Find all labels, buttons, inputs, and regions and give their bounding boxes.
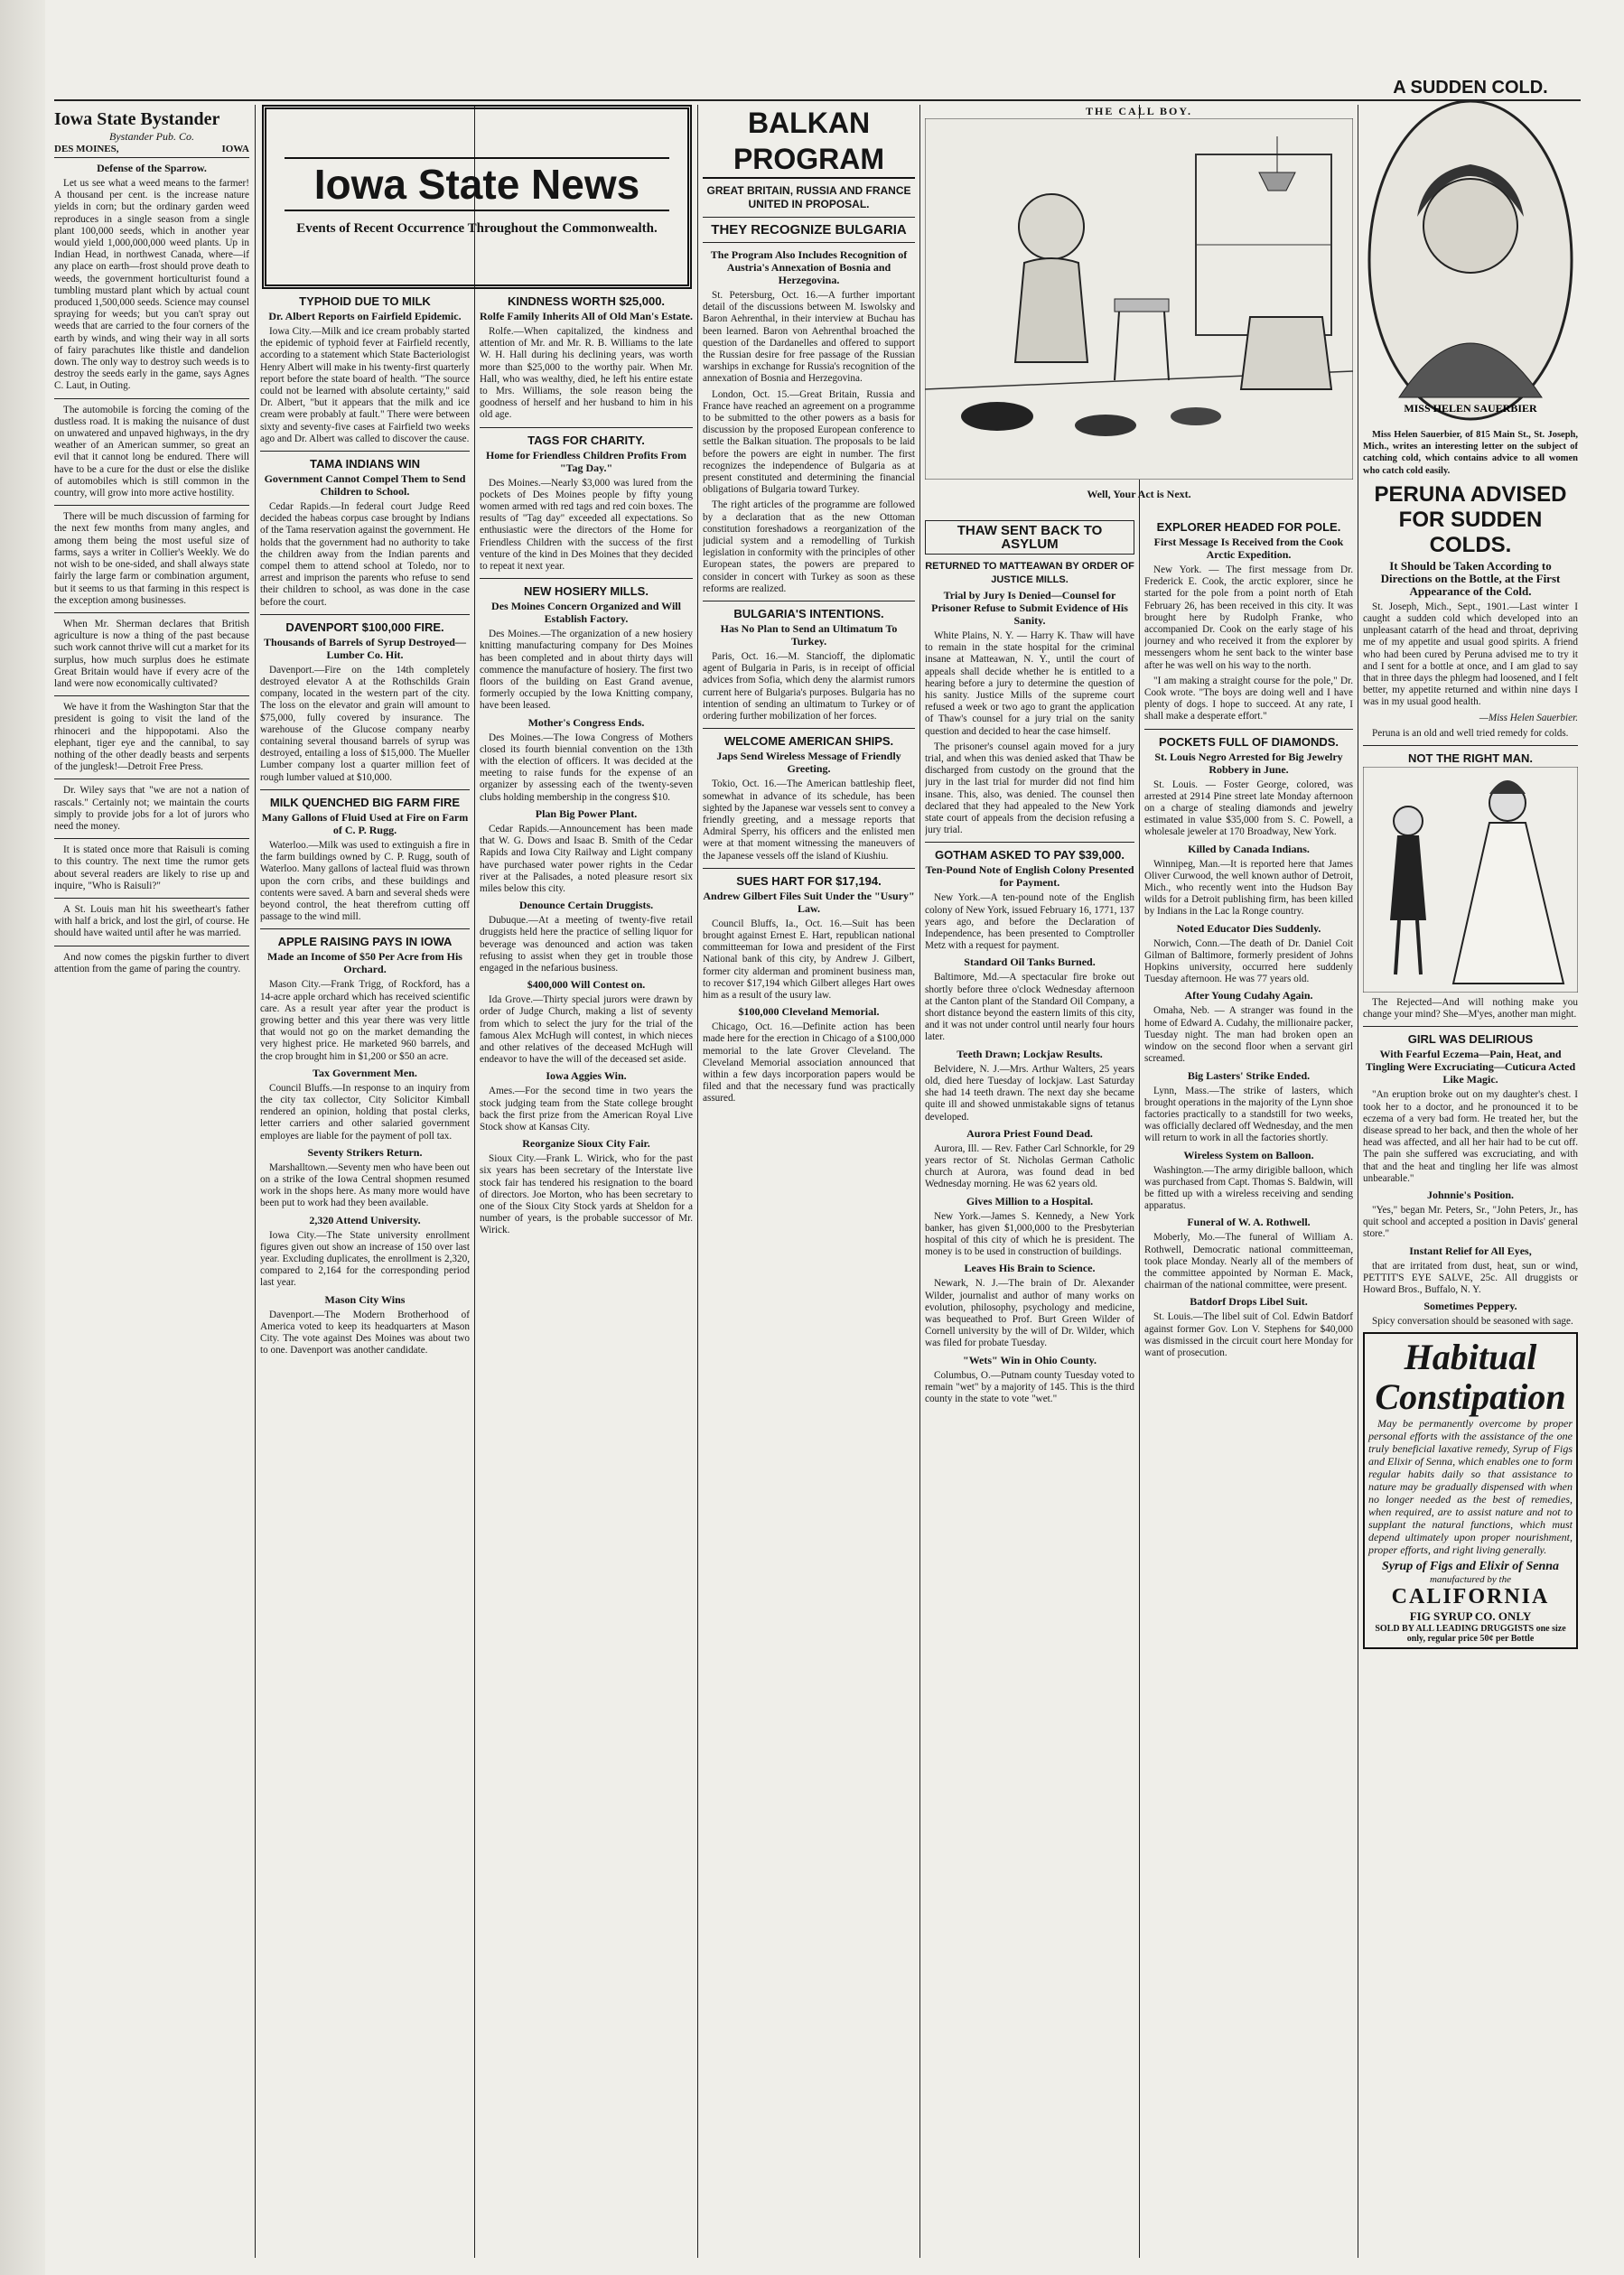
subhead: Many Gallons of Fluid Used at Fire on Farm of C. P. Rugg. bbox=[261, 810, 469, 836]
divider bbox=[1363, 1026, 1578, 1027]
divider bbox=[703, 868, 915, 869]
paragraph: that are irritated from dust, heat, sun or wind, PETTIT'S EYE SALVE, 25c. All druggists or Howard Bros., Buffalo, N. Y. bbox=[1363, 1260, 1578, 1296]
column-1 bbox=[54, 105, 249, 2258]
divider bbox=[54, 838, 249, 839]
subhead: GREAT BRITAIN, RUSSIA AND FRANCE UNITED IN PROPOSAL. bbox=[706, 184, 911, 210]
headline: SUES HART FOR $17,194. bbox=[736, 873, 882, 888]
subhead: Instant Relief for All Eyes, bbox=[1409, 1244, 1532, 1257]
iowa-news-banner bbox=[262, 105, 692, 285]
cartoon-title: NOT THE RIGHT MAN. bbox=[1408, 751, 1533, 766]
subhead: Teeth Drawn; Lockjaw Results. bbox=[957, 1047, 1103, 1060]
paragraph: Des Moines.—Nearly $3,000 was lured from the pockets of Des Moines people by fifty young women armed with red tags and red coin boxes. The results of "Tag day" exceeded all expectations. So enthusiastic were the directors of the Home for Friendless Children with the success of the first venture of the kind in Des Moines that they decided to repeat it next year. bbox=[480, 477, 693, 573]
divider bbox=[703, 242, 915, 243]
paragraph: Dubuque.—At a meeting of twenty-five retail druggists held here the practice of selling liquor for beverage was denounced and action was taken refusing to assist when they get in trouble those engaged in the nefarious business. bbox=[480, 915, 693, 974]
paragraph: New York. — The first message from Dr. Frederick E. Cook, the arctic explorer, since he started for the pole from a point north of Etah February 26, has been received in this city. It was brought here by Rudolph Franke, who accompanied Dr. Cook on the early stage of his journey and who received it from the explorer by messengers whom he sent back to the winter base after he was well on his way to the north. bbox=[1144, 564, 1353, 671]
subhead: $400,000 Will Contest on. bbox=[527, 978, 646, 992]
headline: NEW HOSIERY MILLS. bbox=[524, 584, 649, 599]
divider bbox=[54, 398, 249, 399]
divider bbox=[260, 451, 470, 452]
state: IOWA bbox=[221, 144, 249, 154]
cartoon-caption: Well, Your Act is Next. bbox=[1087, 488, 1191, 500]
subhead: Home for Friendless Children Profits From "Tag Day." bbox=[485, 448, 687, 474]
subhead: Des Moines Concern Organized and Will Establish Factory. bbox=[491, 600, 681, 626]
subhead: "Wets" Win in Ohio County. bbox=[963, 1353, 1097, 1366]
subhead: Johnnie's Position. bbox=[1426, 1189, 1515, 1202]
subhead: Thousands of Barrels of Syrup Destroyed—Lumber Co. Hit. bbox=[264, 635, 466, 661]
subhead: The Program Also Includes Recognition of Austria's Annexation of Bosnia and Herzegovina. bbox=[710, 248, 908, 286]
headline: TYPHOID DUE TO MILK bbox=[299, 294, 431, 308]
paragraph: Columbus, O.—Putnam county Tuesday voted to remain "wet" by a majority of 145. This is the third county in the state to vote "wet." bbox=[925, 1369, 1134, 1404]
divider bbox=[480, 578, 693, 579]
paragraph: Council Bluffs.—In response to an inquiry from the city tax collector, City Solicitor Kimball rendered an opinion, holding that postal clerks, letter carriers and other salaried government employes are liable for the payment of poll tax. bbox=[260, 1082, 470, 1142]
banner-subtitle: Events of Recent Occurrence Throughout the Commonwealth. bbox=[296, 221, 658, 236]
paragraph: We have it from the Washington Star that the president is going to visit the land of the rhinoceri and the hippopotami. Also the elephant, tiger eye and the cannibal, to say nothing of the other deadly beasts and serpents of the junglesk!—Detroit Free Press. bbox=[54, 702, 249, 773]
paragraph: Aurora, Ill. — Rev. Father Carl Schnorkle, for 29 years rector of St. Nicholas German Catholic church at Aurora, was found dead in bed Wednesday morning. He was 62 years old. bbox=[925, 1142, 1134, 1190]
portrait-illustration bbox=[1363, 99, 1578, 424]
subhead: Rolfe Family Inherits All of Old Man's Estate. bbox=[480, 310, 693, 322]
paragraph: Des Moines.—The Iowa Congress of Mothers closed its fourth biennial convention on the 13th with the election of officers. It was decided at the meeting to raise funds for the expense of an organizer by assessing each of the twenty-seven clubs holding membership in the congress $10. bbox=[480, 732, 693, 803]
headline: TAGS FOR CHARITY. bbox=[527, 433, 645, 447]
ad-title: Constipation bbox=[1375, 1375, 1566, 1417]
paragraph: New York.—James S. Kennedy, a New York banker, has given $1,000,000 to the Presbyterian hospital of this city of which he is president. The money is to be used in construction of buildings. bbox=[925, 1210, 1134, 1258]
subhead: Noted Educator Dies Suddenly. bbox=[1176, 921, 1321, 935]
ad-brand: Syrup of Figs and Elixir of Senna bbox=[1381, 1559, 1560, 1573]
subhead: Big Lasters' Strike Ended. bbox=[1187, 1068, 1311, 1082]
paragraph: Waterloo.—Milk was used to extinguish a fire in the farm buildings owned by C. P. Rugg, south of Waterloo. Many gallons of lacteal fluid was thrown upon the corn cribs, and these buildings and contents were saved. A barn and several sheds were beyond control, the heat therefrom cutting off passage to the wind mill. bbox=[260, 839, 470, 923]
subhead: Aurora Priest Found Dead. bbox=[966, 1126, 1093, 1140]
headline: EXPLORER HEADED FOR POLE. bbox=[1156, 520, 1341, 534]
divider bbox=[703, 728, 915, 729]
paragraph: "Yes," began Mr. Peters, Sr., "John Peters, Jr., has quit school and accepted a position in Davis' general store." bbox=[1363, 1205, 1578, 1240]
dateline bbox=[54, 144, 249, 158]
paragraph: Ames.—For the second time in two years the stock judging team from the State college brought back the first prize from the American Royal Live Stock show at Kansas City. bbox=[480, 1086, 693, 1133]
subhead: Tax Government Men. bbox=[313, 1066, 417, 1079]
newspaper-page bbox=[54, 72, 1581, 2258]
divider bbox=[54, 695, 249, 696]
subhead: Government Cannot Compel Them to Send Children to School. bbox=[264, 472, 466, 499]
paragraph: Paris, Oct. 16.—M. Stancioff, the diplomatic agent of Bulgaria in Paris, is in receipt of official advices from Sofia, which deny the alarmist rumors current here of Bulgaria's purposes. Bulgaria has no intention of sending an ultimatum to Turkey or of ordering further mobilization of her forces. bbox=[703, 651, 915, 723]
headline: GOTHAM ASKED TO PAY $39,000. bbox=[935, 848, 1125, 862]
paragraph: White Plains, N. Y. — Harry K. Thaw will have to remain in the state hospital for the criminal insane at Matteawan, N. Y., until the court of appeals shall decide whether he is entitled to a hearing before a jury to determine the question of his sanity. Justice Mills of the supreme court refused a week or two ago to grant the application of Thaw's counsel for a jury trial on the sanity question and decided to hear the case himself. bbox=[925, 630, 1134, 737]
masthead-title: Iowa State Bystander bbox=[54, 109, 220, 129]
paragraph: Baltimore, Md.—A spectacular fire broke out shortly before three o'clock Wednesday afternoon at the Canton plant of the Standard Oil Company, a short distance beyond the eastern limits of this city, and it was not under control until nearly four hours later. bbox=[925, 972, 1134, 1043]
paragraph: There will be much discussion of farming for the next few months from many angles, and among them being the most useful size of farms, says a writer in Collier's Weekly. We do not wish to be one-sided, and shall always state fairly the large farm or combination argument, but it seems to us that farming in this respect is the exception among businesses. bbox=[54, 511, 249, 606]
ad-headline: PERUNA ADVISED FOR SUDDEN COLDS. bbox=[1374, 481, 1567, 557]
divider bbox=[260, 614, 470, 615]
paragraph: St. Petersburg, Oct. 16.—A further important detail of the discussions between M. Iswolsky and Baron Aehrenthal, in their interview at Buchau has been learned. Baron von Aehrenthal broached the question of the Dardanelles and offered to support the Russian desire for free passage of the Russian warships in exchange for Russia's recognition of the annexation of Bosnia and Herzegovina. bbox=[703, 290, 915, 385]
subhead: Trial by Jury Is Denied—Counsel for Prisoner Refuse to Submit Evidence of His Sanity. bbox=[931, 589, 1128, 627]
divider bbox=[925, 842, 1134, 843]
subhead: Mother's Congress Ends. bbox=[527, 715, 645, 729]
paragraph: Dr. Wiley says that "we are not a nation of rascals." Certainly not; we maintain the courts simply to provide jobs for a lot of jurors who need the money. bbox=[54, 785, 249, 832]
call-boy-cartoon bbox=[925, 105, 1353, 502]
ad-signature: —Miss Helen Sauerbier. bbox=[1479, 712, 1578, 723]
paragraph: Omaha, Neb. — A stranger was found in the home of Edward A. Cudahy, the millionaire packer, Tuesday night. The man had broken open an window on the second floor when a servant girl screamed. bbox=[1144, 1005, 1353, 1065]
paragraph: The prisoner's counsel again moved for a jury trial, and when this was denied asked that Thaw be discharged from custody on the ground that the jury in the last trial for murder did not find him insane. This, also, was denied. The counsel then declared that they had appealed to the New York state court of appeals from the decision refusing a jury trial. bbox=[925, 741, 1134, 836]
column-2 bbox=[260, 289, 470, 2258]
headline: BALKAN PROGRAM bbox=[703, 105, 915, 179]
headline: POCKETS FULL OF DIAMONDS. bbox=[1158, 734, 1339, 749]
divider bbox=[260, 928, 470, 929]
subhead: Dr. Albert Reports on Fairfield Epidemic. bbox=[268, 310, 462, 322]
headline: KINDNESS WORTH $25,000. bbox=[507, 294, 666, 308]
divider bbox=[480, 427, 693, 428]
cartoon-illustration bbox=[925, 118, 1353, 480]
cartoon-header: THE CALL BOY. bbox=[1086, 105, 1192, 117]
headline: WELCOME AMERICAN SHIPS. bbox=[723, 734, 894, 749]
divider bbox=[54, 898, 249, 899]
paragraph: Tokio, Oct. 16.—The American battleship fleet, somewhat in advance of its schedule, has been sighted by the Japanese war vessels sent to convey a friendly greeting, and a message reports that Admiral Sperry, his officers and the enlisted men were at that moment witnessing the maneuvers of the Japanese vessels off the island of Kiushiu. bbox=[703, 779, 915, 862]
subhead: St. Louis Negro Arrested for Big Jewelry Robbery in June. bbox=[1154, 750, 1343, 776]
article-title: Defense of the Sparrow. bbox=[97, 162, 207, 174]
ad-brand: CALIFORNIA bbox=[1391, 1584, 1550, 1608]
subhead: Gives Million to a Hospital. bbox=[966, 1194, 1094, 1207]
paragraph: The right articles of the programme are followed by a declaration that as the new Ottoman constitution foreshadows a reorganization of the judicial system and a remodelling of Turkish legislation in conformity with the principles of other European states, the powers are prepared to consider in concert with Turkey as soon as these reforms are realized. bbox=[703, 499, 915, 594]
divider bbox=[54, 505, 249, 506]
paragraph: Davenport.—Fire on the 14th completely destroyed elevator A at the Rothschilds Grain company, located in the western part of the city. The loss on the elevator and grain will amount to $75,000, fully covered by insurance. The warehouse of the Glucose company nearby containing several thousand barrels of syrup was destroyed, entailing a loss of $15,000. The Mueller Lumber company lost a quarter million feet of rough lumber valued at $10,000. bbox=[260, 664, 470, 783]
paragraph: Norwich, Conn.—The death of Dr. Daniel Coit Gilman of Baltimore, formerly president of Johns Hopkins university, occurred here suddenly Tuesday afternoon. He was 77 years old. bbox=[1144, 937, 1353, 985]
paragraph: Spicy conversation should be seasoned with sage. bbox=[1372, 1316, 1573, 1328]
paragraph: Cedar Rapids.—In federal court Judge Reed decided the habeas corpus case brought by Indians of the Tama reservation against the government. He holds that the government had no authority to take the children away from the Indian parents and compel them to attend school at Toledo, nor to arrest and imprison the parents who refuse to send their children to school, as was done in the case before the court. bbox=[260, 501, 470, 608]
ad-brand: FIG SYRUP CO. ONLY bbox=[1409, 1608, 1532, 1623]
subhead: After Young Cudahy Again. bbox=[1184, 989, 1313, 1002]
paragraph: Iowa City.—Milk and ice cream probably started the epidemic of typhoid fever at Fairfield recently, according to a statement which State Bacteriologist Henry Albert will make in his twenty-first quarterly report before the state board of health. "The source could not be learned with absolute certainty," said Dr. Albert, "but it appears that the milk and ice cream were probably at fault." There were between sixty and seventy-five cases at Fairfield two weeks ago and Dr. Albert was called to discover the cause. bbox=[260, 326, 470, 444]
banner-title: Iowa State News bbox=[285, 157, 669, 211]
column-4 bbox=[703, 105, 915, 2258]
subhead: Reorganize Sioux City Fair. bbox=[522, 1137, 650, 1151]
paragraph: And now comes the pigskin further to divert attention from the game of paring the country. bbox=[54, 951, 249, 974]
paragraph: Let us see what a weed means to the farmer! A thousand per cent. is the increase nature yields in corn; but the ordinary garden weed reproduces in a single season from a single plant 100,000 seeds, which in another year would yield 1,000,000,000 weed plants. Up in Indian Head, in northwest Canada, where—if any place on earth—frost should prove death to weeds, the government horticulturist found a tumbling mustard plant which by actual count produced 1,500,000 seeds. Science may counsel spraying for weeds; but you can't spray out weeds that are carried to the four corners of the earth by winds, and wing their way in all sorts of fairy parachutes like thistle and dandelion down. The only way to destroy such weeds is to destroy the seeds early in the game, says Agnes C. Laut, in Outing. bbox=[54, 178, 249, 392]
headline: TAMA INDIANS WIN bbox=[309, 457, 421, 471]
subhead: Seventy Strikers Return. bbox=[307, 1145, 423, 1159]
headline: DAVENPORT $100,000 FIRE. bbox=[285, 620, 444, 634]
paragraph: Sioux City.—Frank L. Wirick, who for the past six years has been secretary of the Interstate live stock fair has tendered his resignation to the board of directors. Joe Morton, who has been secretary to one of the Sioux City Stock yards at Sheldon for a number of years, is the probable successor of Mr. Wirick. bbox=[480, 1153, 693, 1236]
ad-caption: Miss Helen Sauerbier, of 815 Main St., St. Joseph, Mich., writes an interesting letter on the subject of catching cold, which contains advice to all women who catch cold easily. bbox=[1363, 430, 1578, 476]
divider bbox=[1363, 745, 1578, 746]
subhead: THEY RECOGNIZE BULGARIA bbox=[711, 222, 907, 238]
ad-title: Habitual bbox=[1404, 1336, 1537, 1377]
paragraph: Chicago, Oct. 16.—Definite action has been made here for the erection in Chicago of a $100,000 memorial to the late Grover Cleveland. The Cleveland Memorial association announced that within a few days incorporation papers would be filed and that the necessary fund was practically assured. bbox=[703, 1021, 915, 1105]
cartoon-caption: The Rejected—And will nothing make you change your mind? She—M'yes, another man might. bbox=[1363, 997, 1578, 1021]
divider bbox=[703, 217, 915, 218]
ad-subhead: With Fearful Eczema—Pain, Heat, and Tingling Were Excruciating—Cuticura Acted Like Magic. bbox=[1365, 1048, 1576, 1086]
column-6 bbox=[1144, 515, 1353, 2258]
paragraph: The automobile is forcing the coming of the dustless road. It is making the nuisance of dust on unwatered and unpaved highways, in the dry weather of an American summer, so great an evil that it cannot long be endured. There will have to be a cure for the dust or else the dislike of automobiles which is still common in the country, will grow into more active hostility. bbox=[54, 404, 249, 499]
subhead: Wireless System on Balloon. bbox=[1183, 1148, 1314, 1161]
paragraph: Newark, N. J.—The brain of Dr. Alexander Wilder, journalist and author of many works on evolution, philosophy, psychology and medicine, was bequeathed to Prof. Burt Green Wilder of Cornell university by the will of Dr. Wilder, which was filed for probate Tuesday. bbox=[925, 1278, 1134, 1349]
paragraph: Des Moines.—The organization of a new hosiery knitting manufacturing company for Des Moines has been completed and in about thirty days will commence the manufacture of hosiery. The first two floors of the building on East Grand avenue, formerly occupied by the Iowa Knitting company, have been leased. bbox=[480, 629, 693, 712]
headline: APPLE RAISING PAYS IN IOWA bbox=[277, 935, 453, 949]
subhead: Ten-Pound Note of English Colony Presented for Payment. bbox=[925, 863, 1134, 890]
subhead: Standard Oil Tanks Burned. bbox=[964, 956, 1096, 969]
subhead: Leaves His Brain to Science. bbox=[964, 1262, 1096, 1275]
paragraph: St. Louis. — Foster George, colored, was arrested at 2914 Pine street late Monday afternoon on a charge of stealing diamonds and jewelry estimated in value $35,000 from S. C. Powell, a wholesale jeweler at 170 Broadway, New York. bbox=[1144, 779, 1353, 838]
ad-body: May be permanently overcome by proper personal efforts with the assistance of the one truly beneficial laxative remedy, Syrup of Figs and Elixir of Senna, which enables one to form regular habits daily so that assistance to nature may be gradually dispensed with when no longer needed as the best of remedies, when required, are to assist nature and not to supplant the natural functions, which must depend ultimately upon proper nourishment, proper efforts, and right living generally. bbox=[1368, 1416, 1573, 1556]
subhead: $100,000 Cleveland Memorial. bbox=[738, 1005, 880, 1019]
paragraph: Mason City.—Frank Trigg, of Rockford, has a 14-acre apple orchard which has received scientific care. As a result year after year the product is growing better and this year there was very little that would not go on the market demanding the very highest price. He marketed 960 barrels, and the crop brought him in $1,200 or $50 an acre. bbox=[260, 979, 470, 1062]
column-5 bbox=[925, 515, 1134, 2258]
banner-box bbox=[262, 105, 692, 289]
subhead: 2,320 Attend University. bbox=[309, 1213, 421, 1226]
ad-title: GIRL WAS DELIRIOUS bbox=[1407, 1032, 1534, 1047]
ad-body: "An eruption broke out on my daughter's chest. I took her to a doctor, and he pronounced it to be eczema of a very bad form. He treated her, but the disease spread to her back, and then the whole of her head was affected, and all her hair had to be cut off. The pain she suffered was excruciating, and with that and the heat and tingling her life was almost unbearable." bbox=[1363, 1089, 1578, 1184]
subhead: Sometimes Peppery. bbox=[1423, 1300, 1517, 1313]
headline: THAW SENT BACK TO ASYLUM bbox=[925, 520, 1134, 555]
subhead: Plan Big Power Plant. bbox=[535, 807, 638, 820]
subhead: Iowa Aggies Win. bbox=[546, 1069, 627, 1083]
paragraph: "I am making a straight course for the pole," Dr. Cook wrote. "The boys are doing well and I have plenty of dogs. I hope to succeed. At any rate, I shall make a desperate effort." bbox=[1144, 675, 1353, 723]
column-rule bbox=[255, 105, 256, 2258]
column-3 bbox=[480, 289, 693, 2258]
column-7-ads bbox=[1363, 76, 1578, 2258]
paragraph: Iowa City.—The State university enrollment figures given out show an increase of 150 over last year. Excluding duplicates, the enrollment is 2,320, compared to 2,164 for the corresponding period last year. bbox=[260, 1229, 470, 1289]
column-rule bbox=[474, 105, 475, 2258]
paragraph: A St. Louis man hit his sweetheart's father with half a brick, and lost the girl, of course. He should have waited until after he was married. bbox=[54, 903, 249, 939]
ad-brand: manufactured by the bbox=[1429, 1573, 1511, 1585]
ad-note: Peruna is an old and well tried remedy for colds. bbox=[1372, 727, 1569, 739]
subhead: First Message Is Received from the Cook Arctic Expedition. bbox=[1153, 536, 1344, 561]
headline: MILK QUENCHED BIG FARM FIRE bbox=[269, 795, 461, 809]
scan-edge bbox=[0, 0, 45, 2275]
ad-title: A SUDDEN COLD. bbox=[1393, 78, 1548, 98]
portrait-name: MISS HELEN SAUERBIER bbox=[1404, 402, 1537, 415]
paragraph: Lynn, Mass.—The strike of lasters, which brought operations in the majority of the Lynn shoe factories practically to a standstill for two weeks, was officially declared off Wednesday, and the men will return to work in all the factories shortly. bbox=[1144, 1085, 1353, 1144]
subhead: Andrew Gilbert Files Suit Under the "Usury" Law. bbox=[703, 889, 915, 915]
publisher: Bystander Pub. Co. bbox=[109, 130, 194, 143]
subhead: RETURNED TO MATTEAWAN BY ORDER OF JUSTICE MILLS. bbox=[925, 561, 1134, 585]
headline: BULGARIA'S INTENTIONS. bbox=[733, 607, 884, 621]
paragraph: Washington.—The army dirigible balloon, which was purchased from Capt. Thomas S. Baldwin, will be fitted up with a wireless receiving and sending apparatus. bbox=[1144, 1164, 1353, 1212]
syrup-of-figs-ad bbox=[1363, 1332, 1578, 1649]
subhead: Denounce Certain Druggists. bbox=[518, 899, 654, 912]
paragraph: Davenport.—The Modern Brotherhood of America voted to keep its headquarters at Mason City. The vote against Des Moines was about two to one. Davenport was another candidate. bbox=[260, 1309, 470, 1357]
cartoon-illustration bbox=[1363, 767, 1578, 993]
paragraph: London, Oct. 15.—Great Britain, Russia and France have reached an agreement on a programme to be submitted to the other powers as a basis for discussion by the proposed European conference to settle the Balkan situation. The proposals to be laid before the powers are eight in number. The first recognizes the independence of Bulgaria as at present constituted and determining the financial obligations of Bulgaria toward Turkey. bbox=[703, 388, 915, 496]
ad-body: St. Joseph, Mich., Sept., 1901.—Last winter I caught a sudden cold which developed into an unpleasant catarrh of the head and throat, depriving me of my appetite and usual good spirits. A friend who had been cured by Peruna advised me to try it and I sent for a bottle at once, and I am glad to say that in three days the phlegm had loosened, and I felt better, my appetite returned and within nine days I was in my usual good health. bbox=[1363, 601, 1578, 708]
paragraph: Cedar Rapids.—Announcement has been made that W. G. Dows and Isaac B. Smith of the Cedar Rapids and Iowa City Railway and Light company have purchased water power rights in the Cedar river at the Palisades, a noted pleasure resort six miles below this city. bbox=[480, 823, 693, 894]
paragraph: Ida Grove.—Thirty special jurors were drawn by order of Judge Church, making a list of seventy from which to select the jury for the trial of the famous Alex McHugh will contest, in which nieces and other relatives of the deceased McHugh will endeavor to have the will of the deceased set aside. bbox=[480, 994, 693, 1066]
paragraph: Rolfe.—When capitalized, the kindness and attention of Mr. and Mr. R. B. Williams to the late W. H. Hall during his declining years, was worth more than $25,000 to the worthy pair. When Mr. Hall, who was wealthy, died, he left his entire estate to Mrs. Williams, the sole reason being the goodness of herself and her husband to him in his old age. bbox=[480, 326, 693, 421]
divider bbox=[260, 789, 470, 790]
divider bbox=[54, 612, 249, 613]
paragraph: New York.—A ten-pound note of the English colony of New York, issued February 16, 1771, 137 years ago, and before the Declaration of Independence, has been presented to Comptroller Metz with a request for payment. bbox=[925, 892, 1134, 952]
paragraph: Moberly, Mo.—The funeral of William A. Rothwell, Democratic national committeeman, took place Monday. Nearly all of the members of the committee appointed by Norman E. Mack, chairman of the national committee, were present. bbox=[1144, 1232, 1353, 1291]
column-rule bbox=[919, 105, 920, 2258]
subhead: Japs Send Wireless Message of Friendly Greeting. bbox=[716, 750, 901, 776]
paragraph: It is stated once more that Raisuli is coming to this country. The next time the rumor gets about several readers are likely to rise up and inquire, "Who is Raisuli?" bbox=[54, 844, 249, 891]
subhead: Made an Income of $50 Per Acre from His Orchard. bbox=[267, 950, 462, 976]
top-rule bbox=[54, 99, 1581, 101]
paragraph: Council Bluffs, Ia., Oct. 16.—Suit has been brought against Ernest E. Hart, republican national committeeman for Iowa and president of the First National bank of this city, by Andrew J. Gilbert, former city alderman and prominent business man, to recover $17,194 which Gilbert alleges Hart owes him as a result of the usury law. bbox=[703, 918, 915, 1001]
subhead: Batdorf Drops Libel Suit. bbox=[1190, 1295, 1308, 1309]
paragraph: Winnipeg, Man.—It is reported here that James Oliver Curwood, the well known author of Detroit, Mich., who recently went into the Hudson Bay wilds for a Detroit publishing firm, has been killed by Indians in the Lac la Ronge country. bbox=[1144, 858, 1353, 918]
subhead: Killed by Canada Indians. bbox=[1188, 842, 1310, 855]
subhead: Has No Plan to Send an Ultimatum To Turkey. bbox=[720, 622, 898, 648]
paragraph: When Mr. Sherman declares that British agriculture is now a thing of the past because such work cannot thrive will cut a market for its surplus, how much surplus does he estimate Great Britain would have if every acre of the land were now economically cultivated? bbox=[54, 618, 249, 689]
city: DES MOINES, bbox=[54, 144, 119, 154]
paragraph: St. Louis.—The libel suit of Col. Edwin Batdorf against former Gov. Lon V. Stephens for $40,000 was dismissed in the circuit court here Monday for want of prosecution. bbox=[1144, 1311, 1353, 1358]
divider bbox=[1144, 729, 1353, 730]
ad-subhead: It Should be Taken According to Directions on the Bottle, at the First Appearance of the Cold. bbox=[1380, 558, 1561, 598]
paragraph: Marshalltown.—Seventy men who have been out on a strike of the Iowa Central shopmen resumed work in the shops here. As many more would have been put to work had they been available. bbox=[260, 1161, 470, 1209]
subhead: Funeral of W. A. Rothwell. bbox=[1187, 1216, 1311, 1229]
paragraph: Belvidere, N. J.—Mrs. Arthur Walters, 25 years old, died here Tuesday of lockjaw. Last Saturday she had 14 teeth drawn. The next day she became quite ill and showed unmistakable signs of tetanus developed. bbox=[925, 1063, 1134, 1123]
subhead: Mason City Wins bbox=[324, 1292, 406, 1306]
ad-brand: SOLD BY ALL LEADING DRUGGISTS one size only, regular price 50¢ per Bottle bbox=[1375, 1623, 1566, 1644]
column-rule bbox=[697, 105, 698, 2258]
